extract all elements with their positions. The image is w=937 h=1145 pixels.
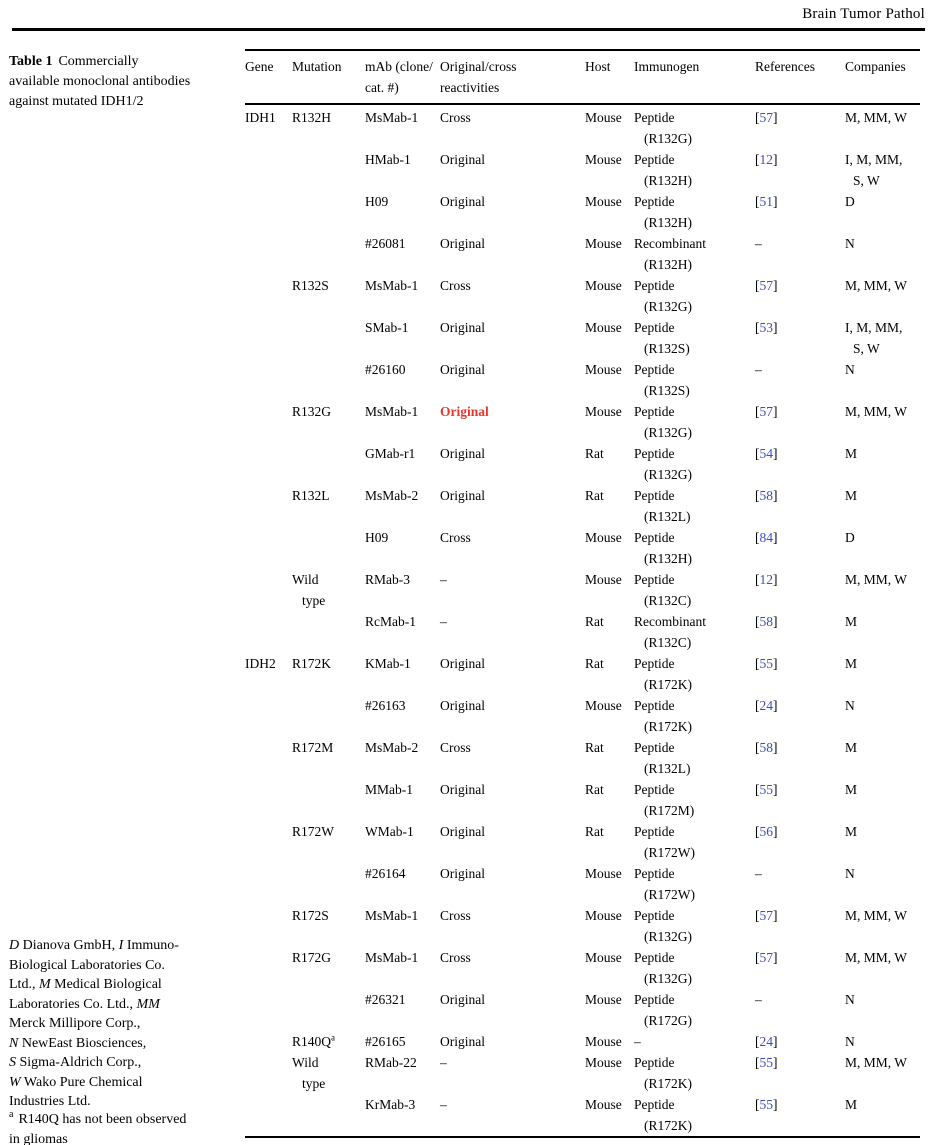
- table-row: [245, 989, 920, 1031]
- cell-reference: [51]: [755, 194, 778, 209]
- reference-link[interactable]: 55: [759, 656, 773, 671]
- cell-host: Mouse: [585, 992, 622, 1007]
- cell-host: Mouse: [585, 530, 622, 545]
- reference-link[interactable]: 54: [759, 446, 773, 461]
- table-row: [245, 611, 920, 653]
- table-row: [245, 527, 920, 569]
- cell-host: Mouse: [585, 698, 622, 713]
- footnote-a-line: $^a$ R140Q has not been observed: [9, 1109, 187, 1127]
- cell-immunogen: Peptide (R132C): [634, 572, 692, 608]
- cell-reference: [55]: [755, 656, 778, 671]
- cell-reference: [58]: [755, 740, 778, 755]
- cell-reference: [57]: [755, 110, 778, 125]
- cell-gene: [245, 863, 292, 905]
- cell-reference: [58]: [755, 488, 778, 503]
- table-row: [245, 947, 920, 989]
- cell-host: Mouse: [585, 152, 622, 167]
- cell-mutation: R132H: [292, 110, 332, 125]
- cell-reference: [24]: [755, 1034, 778, 1049]
- reference-link[interactable]: 57: [759, 950, 773, 965]
- cell-gene: [245, 905, 292, 947]
- cell-mutation: [292, 317, 365, 359]
- cell-reactivity: Original: [440, 404, 489, 419]
- table-caption: [9, 52, 247, 111]
- column-header: Host: [585, 59, 611, 74]
- caption-line: against mutated IDH1/2: [9, 93, 144, 109]
- cell-mab: #26081: [365, 236, 406, 251]
- cell-gene: [245, 359, 292, 401]
- cell-reactivity: Cross: [440, 950, 471, 965]
- reference-link[interactable]: 58: [759, 740, 773, 755]
- table-header-row: [245, 51, 920, 105]
- cell-reactivity: Original: [440, 488, 485, 503]
- reference-link[interactable]: 57: [759, 908, 773, 923]
- table-row: [245, 317, 920, 359]
- company-key-line: Merck Millipore Corp.,: [9, 1016, 141, 1031]
- cell-mutation: [292, 359, 365, 401]
- reference-link[interactable]: 12: [759, 152, 773, 167]
- cell-mab: MsMab-2: [365, 488, 419, 503]
- cell-companies: M: [845, 1097, 858, 1112]
- cell-companies: N: [845, 362, 855, 377]
- cell-mutation: [292, 989, 365, 1031]
- cell-reference: –: [755, 866, 762, 881]
- cell-immunogen: Peptide (R172G): [634, 992, 692, 1028]
- cell-mutation: [292, 149, 365, 191]
- cell-gene: [245, 149, 292, 191]
- cell-reactivity: –: [440, 572, 447, 587]
- cell-companies: M, MM, W: [845, 404, 908, 419]
- cell-mab: MMab-1: [365, 782, 413, 797]
- cell-host: Mouse: [585, 908, 622, 923]
- company-key-line: N NewEast Biosciences,: [9, 1035, 147, 1051]
- cell-gene: [245, 611, 292, 653]
- cell-gene: [245, 569, 292, 611]
- cell-gene: [245, 1094, 292, 1136]
- cell-mab: MsMab-1: [365, 110, 419, 125]
- cell-mab: HMab-1: [365, 152, 411, 167]
- cell-reactivity: Original: [440, 236, 485, 251]
- table-row: [245, 695, 920, 737]
- cell-mab: SMab-1: [365, 320, 409, 335]
- cell-mab: #26165: [365, 1034, 406, 1049]
- cell-mab: MsMab-1: [365, 908, 419, 923]
- cell-companies: M: [845, 656, 858, 671]
- cell-host: Rat: [585, 656, 604, 671]
- cell-gene: [245, 947, 292, 989]
- cell-immunogen: Peptide (R172M): [634, 782, 695, 818]
- cell-mab: RcMab-1: [365, 614, 416, 629]
- company-key-line: W Wako Pure Chemical: [9, 1074, 143, 1090]
- table-row: [245, 1052, 920, 1094]
- cell-gene: [245, 821, 292, 863]
- company-key-line: Biological Laboratories Co.: [9, 957, 165, 973]
- cell-host: Mouse: [585, 278, 622, 293]
- cell-immunogen: Peptide (R172K): [634, 1055, 692, 1091]
- table-row: [245, 233, 920, 275]
- cell-immunogen: Peptide (R132G): [634, 446, 692, 482]
- cell-companies: D: [845, 194, 855, 209]
- reference-link[interactable]: 55: [759, 1055, 773, 1070]
- cell-reference: –: [755, 362, 762, 377]
- cell-immunogen: Peptide (R132L): [634, 488, 691, 524]
- cell-reactivity: Original: [440, 320, 485, 335]
- cell-mutation: R172S: [292, 908, 329, 923]
- cell-companies: M, MM, W: [845, 572, 908, 587]
- cell-companies: M: [845, 740, 858, 755]
- cell-mutation: [292, 233, 365, 275]
- cell-immunogen: Peptide (R172K): [634, 656, 692, 692]
- reference-link[interactable]: 55: [759, 1097, 773, 1112]
- column-header: mAb (clone/ cat. #): [365, 59, 433, 95]
- reference-link[interactable]: 56: [759, 824, 773, 839]
- cell-gene: [245, 485, 292, 527]
- cell-gene: [245, 527, 292, 569]
- cell-gene: [245, 443, 292, 485]
- cell-immunogen: Peptide (R132G): [634, 950, 692, 986]
- cell-mutation: R132G: [292, 404, 332, 419]
- cell-immunogen: Peptide (R132S): [634, 320, 690, 356]
- cell-mab: #26160: [365, 362, 406, 377]
- company-key-line: Industries Ltd.: [9, 1094, 91, 1109]
- cell-mab: KrMab-3: [365, 1097, 416, 1112]
- reference-link[interactable]: 58: [759, 614, 773, 629]
- cell-host: Mouse: [585, 110, 622, 125]
- cell-reference: [55]: [755, 782, 778, 797]
- cell-immunogen: Peptide (R172W): [634, 866, 695, 902]
- cell-immunogen: Peptide (R172K): [634, 1097, 692, 1133]
- cell-reactivity: Original: [440, 194, 485, 209]
- reference-link[interactable]: 51: [759, 194, 773, 209]
- cell-reactivity: Original: [440, 1034, 485, 1049]
- cell-companies: N: [845, 698, 855, 713]
- table-row: [245, 1094, 920, 1136]
- page-top-rule: [12, 28, 925, 31]
- cell-immunogen: Peptide (R132L): [634, 740, 691, 776]
- reference-link[interactable]: 12: [759, 572, 773, 587]
- reference-link[interactable]: 57: [759, 404, 773, 419]
- cell-reference: [56]: [755, 824, 778, 839]
- cell-reactivity: Original: [440, 446, 485, 461]
- reference-link[interactable]: 55: [759, 782, 773, 797]
- cell-companies: N: [845, 1034, 855, 1049]
- cell-immunogen: Peptide (R172W): [634, 824, 695, 860]
- reference-link[interactable]: 24: [759, 698, 773, 713]
- cell-mab: RMab-22: [365, 1055, 417, 1070]
- cell-reference: [12]: [755, 572, 778, 587]
- cell-mutation: Wild type: [292, 1055, 326, 1091]
- company-key-line: Laboratories Co. Ltd., MM: [9, 996, 160, 1012]
- column-header: Companies: [845, 59, 906, 74]
- cell-mutation: [292, 527, 365, 569]
- cell-mab: H09: [365, 530, 389, 545]
- cell-reactivity: Original: [440, 824, 485, 839]
- cell-reactivity: Original: [440, 866, 485, 881]
- cell-reactivity: –: [440, 1055, 447, 1070]
- column-header: References: [755, 59, 815, 74]
- cell-immunogen: Peptide (R132G): [634, 110, 692, 146]
- cell-companies: N: [845, 236, 855, 251]
- cell-companies: M, MM, W: [845, 110, 908, 125]
- cell-host: Mouse: [585, 572, 622, 587]
- cell-mab: RMab-3: [365, 572, 410, 587]
- cell-gene: [245, 317, 292, 359]
- cell-mab: #26164: [365, 866, 406, 881]
- cell-mutation: R172G: [292, 950, 332, 965]
- cell-companies: M, MM, W: [845, 950, 908, 965]
- table-row: [245, 107, 920, 149]
- table-row: [245, 569, 920, 611]
- cell-gene: [245, 737, 292, 779]
- cell-companies: M, MM, W: [845, 1055, 908, 1070]
- cell-immunogen: Recombinant (R132C): [634, 614, 706, 650]
- cell-gene: IDH1: [245, 110, 276, 125]
- cell-reference: [84]: [755, 530, 778, 545]
- cell-companies: N: [845, 866, 855, 881]
- cell-gene: [245, 989, 292, 1031]
- cell-host: Rat: [585, 740, 604, 755]
- cell-immunogen: Peptide (R132G): [634, 278, 692, 314]
- cell-host: Mouse: [585, 404, 622, 419]
- cell-reference: [58]: [755, 614, 778, 629]
- cell-gene: [245, 1052, 292, 1094]
- cell-gene: [245, 695, 292, 737]
- company-key-line: D Dianova GmbH, I Immuno-: [9, 938, 179, 953]
- cell-companies: N: [845, 992, 855, 1007]
- cell-host: Mouse: [585, 1055, 622, 1070]
- cell-mutation: [292, 863, 365, 905]
- cell-mab: H09: [365, 194, 389, 209]
- reference-link[interactable]: 58: [759, 488, 773, 503]
- table-body: [245, 105, 920, 1138]
- table-row: [245, 359, 920, 401]
- cell-mab: #26321: [365, 992, 406, 1007]
- cell-reactivity: Original: [440, 992, 485, 1007]
- cell-mutation: R172W: [292, 824, 334, 839]
- cell-immunogen: Peptide (R132H): [634, 530, 692, 566]
- cell-companies: I, M, MM, S, W: [845, 320, 903, 356]
- caption-line: available monoclonal antibodies: [9, 73, 191, 89]
- cell-mab: GMab-r1: [365, 446, 416, 461]
- cell-immunogen: Recombinant (R132H): [634, 236, 706, 272]
- reference-link[interactable]: 57: [759, 278, 773, 293]
- column-header: Gene: [245, 59, 274, 74]
- cell-reactivity: Original: [440, 152, 485, 167]
- cell-mab: KMab-1: [365, 656, 411, 671]
- table-row: [245, 443, 920, 485]
- cell-companies: M: [845, 614, 858, 629]
- cell-mutation: [292, 191, 365, 233]
- cell-immunogen: Peptide (R132G): [634, 404, 692, 440]
- cell-host: Rat: [585, 446, 604, 461]
- reference-link[interactable]: 84: [759, 530, 773, 545]
- cell-gene: [245, 779, 292, 821]
- cell-host: Rat: [585, 488, 604, 503]
- reference-link[interactable]: 57: [759, 110, 773, 125]
- cell-immunogen: Peptide (R132H): [634, 194, 692, 230]
- table-row: [245, 653, 920, 695]
- table-row: [245, 905, 920, 947]
- cell-immunogen: Peptide (R132G): [634, 908, 692, 944]
- cell-mab: WMab-1: [365, 824, 414, 839]
- cell-mutation: [292, 443, 365, 485]
- column-header: Original/cross reactivities: [440, 59, 517, 95]
- cell-reference: [57]: [755, 278, 778, 293]
- cell-host: Mouse: [585, 236, 622, 251]
- cell-mutation: R132L: [292, 488, 330, 503]
- cell-mutation: [292, 695, 365, 737]
- cell-reference: [55]: [755, 1097, 778, 1112]
- cell-mab: MsMab-1: [365, 950, 419, 965]
- table-row: [245, 821, 920, 863]
- company-key-line: Ltd., M Medical Biological: [9, 977, 162, 992]
- cell-mab: #26163: [365, 698, 406, 713]
- cell-companies: M: [845, 446, 858, 461]
- cell-reactivity: –: [440, 1097, 447, 1112]
- cell-reactivity: Cross: [440, 110, 471, 125]
- cell-reference: [57]: [755, 908, 778, 923]
- column-header: Immunogen: [634, 59, 700, 74]
- cell-reactivity: –: [440, 614, 447, 629]
- cell-mutation: [292, 779, 365, 821]
- cell-immunogen: –: [634, 1034, 641, 1049]
- cell-mutation: $R140Q^a$: [292, 1032, 336, 1049]
- cell-companies: D: [845, 530, 855, 545]
- table-row: [245, 149, 920, 191]
- cell-host: Mouse: [585, 320, 622, 335]
- cell-reference: [24]: [755, 698, 778, 713]
- table-row: [245, 779, 920, 821]
- footnote-a: [9, 1110, 249, 1145]
- table-row: [245, 191, 920, 233]
- cell-host: Rat: [585, 782, 604, 797]
- cell-immunogen: Peptide (R132H): [634, 152, 692, 188]
- company-key-footnote: [9, 936, 249, 1112]
- table-row: [245, 401, 920, 443]
- cell-reference: [53]: [755, 320, 778, 335]
- reference-link[interactable]: 53: [759, 320, 773, 335]
- cell-host: Rat: [585, 824, 604, 839]
- cell-host: Rat: [585, 614, 604, 629]
- cell-companies: M: [845, 488, 858, 503]
- table-row: [245, 737, 920, 779]
- cell-host: Mouse: [585, 1034, 622, 1049]
- journal-header: Brain Tumor Pathol: [802, 6, 925, 22]
- table-row: [245, 275, 920, 317]
- cell-reactivity: Cross: [440, 278, 471, 293]
- cell-reference: [57]: [755, 950, 778, 965]
- cell-mutation: R172K: [292, 656, 332, 671]
- cell-reactivity: Original: [440, 656, 485, 671]
- cell-immunogen: Peptide (R172K): [634, 698, 692, 734]
- cell-host: Mouse: [585, 866, 622, 881]
- cell-mutation: [292, 1094, 365, 1136]
- cell-host: Mouse: [585, 1097, 622, 1112]
- cell-reference: [54]: [755, 446, 778, 461]
- footnote-a-line: in gliomas: [9, 1131, 68, 1145]
- column-header: Mutation: [292, 59, 342, 74]
- cell-reference: –: [755, 236, 762, 251]
- cell-reactivity: Original: [440, 698, 485, 713]
- cell-mab: MsMab-1: [365, 404, 419, 419]
- cell-reactivity: Cross: [440, 908, 471, 923]
- cell-mab: MsMab-1: [365, 278, 419, 293]
- cell-reactivity: Cross: [440, 740, 471, 755]
- caption-line: Table 1 Commercially: [9, 54, 139, 69]
- antibody-table: [245, 49, 920, 1138]
- company-key-line: S Sigma-Aldrich Corp.,: [9, 1055, 142, 1070]
- table-row: [245, 485, 920, 527]
- caption-label: Table 1: [9, 54, 53, 69]
- cell-mutation: R132S: [292, 278, 329, 293]
- cell-gene: [245, 191, 292, 233]
- cell-mab: MsMab-2: [365, 740, 419, 755]
- cell-host: Mouse: [585, 194, 622, 209]
- cell-gene: [245, 401, 292, 443]
- cell-companies: M, MM, W: [845, 278, 908, 293]
- cell-reference: [55]: [755, 1055, 778, 1070]
- reference-link[interactable]: 24: [759, 1034, 773, 1049]
- cell-immunogen: Peptide (R132S): [634, 362, 690, 398]
- cell-reference: –: [755, 992, 762, 1007]
- cell-gene: [245, 1031, 292, 1052]
- cell-host: Mouse: [585, 362, 622, 377]
- cell-host: Mouse: [585, 950, 622, 965]
- cell-reactivity: Original: [440, 782, 485, 797]
- cell-mutation: Wild type: [292, 572, 326, 608]
- cell-mutation: R172M: [292, 740, 334, 755]
- cell-reference: [57]: [755, 404, 778, 419]
- cell-gene: [245, 233, 292, 275]
- cell-companies: M: [845, 824, 858, 839]
- cell-companies: I, M, MM, S, W: [845, 152, 903, 188]
- table-row: [245, 1031, 920, 1052]
- cell-gene: [245, 275, 292, 317]
- cell-mutation: [292, 611, 365, 653]
- cell-companies: M, MM, W: [845, 908, 908, 923]
- cell-reactivity: Cross: [440, 530, 471, 545]
- cell-reactivity: Original: [440, 362, 485, 377]
- table-row: [245, 863, 920, 905]
- cell-reference: [12]: [755, 152, 778, 167]
- cell-companies: M: [845, 782, 858, 797]
- cell-gene: IDH2: [245, 656, 276, 671]
